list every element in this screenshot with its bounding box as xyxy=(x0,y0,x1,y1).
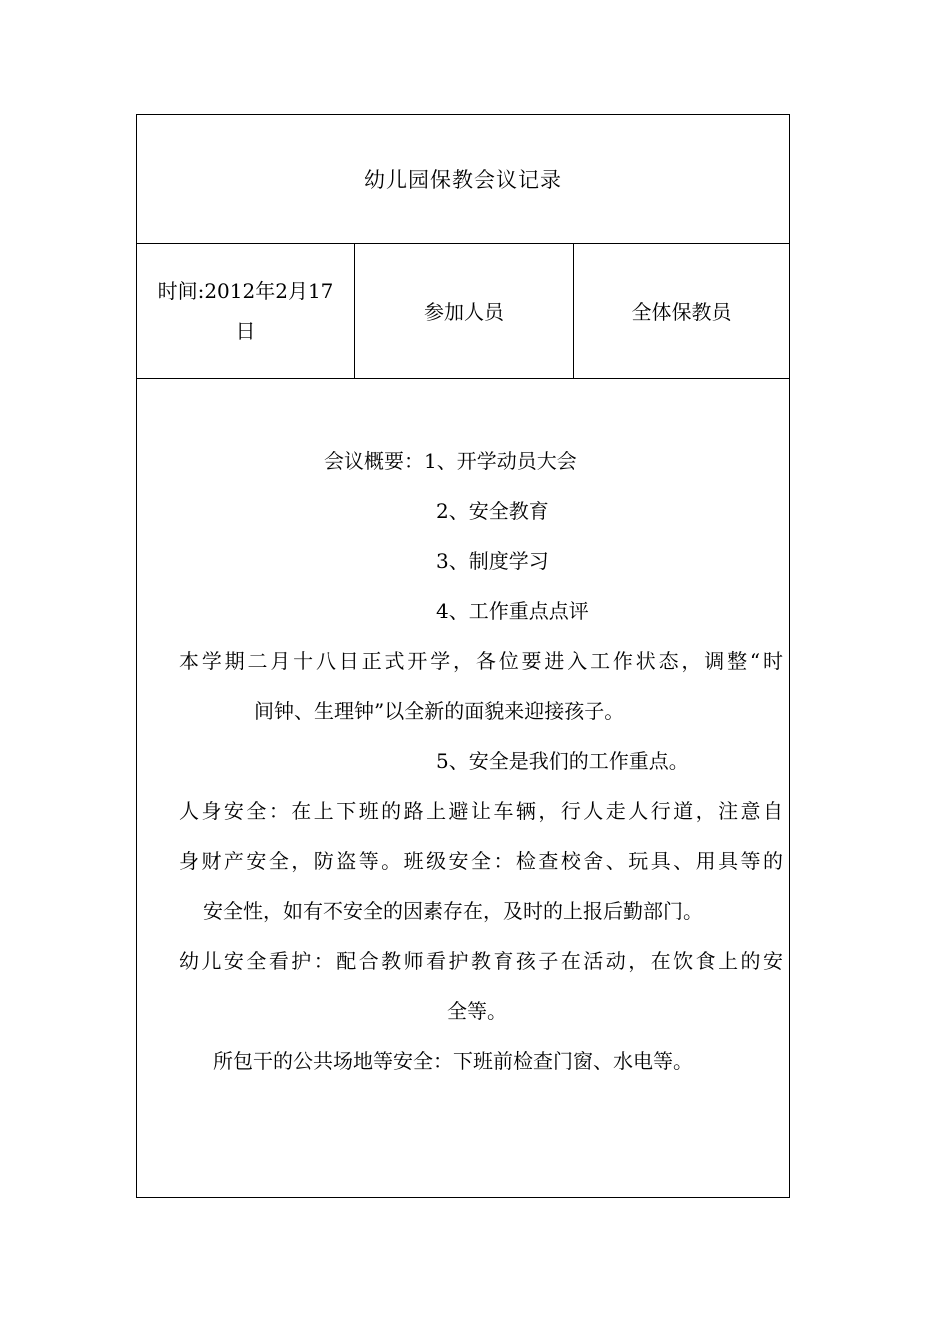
paragraph-line: 间钟、生理钟”以全新的面貌来迎接孩子。 xyxy=(254,699,625,723)
paragraph-line: 幼儿安全看护：配合教师看护教育孩子在活动，在饮食上的安 xyxy=(179,949,783,973)
participants-label-cell xyxy=(355,243,574,378)
meeting-record-table xyxy=(136,114,790,1198)
time-cell xyxy=(137,243,355,378)
record-title-row xyxy=(137,115,789,244)
agenda-item-4: 4、工作重点点评 xyxy=(436,599,589,623)
paragraph-line: 本学期二月十八日正式开学，各位要进入工作状态，调整“时 xyxy=(179,649,783,673)
participants-value-cell xyxy=(574,243,789,378)
agenda-item-5: 5、安全是我们的工作重点。 xyxy=(436,749,689,773)
time-text-line1: 时间:2012年2月17 xyxy=(157,278,334,303)
agenda-item-2: 2、安全教育 xyxy=(436,499,549,523)
paragraph-line: 人身安全：在上下班的路上避让车辆，行人走人行道，注意自 xyxy=(179,799,783,823)
record-title: 幼儿园保教会议记录 xyxy=(364,168,562,192)
summary-heading: 会议概要：1、开学动员大会 xyxy=(324,449,577,473)
participants-label: 参加人员 xyxy=(424,300,504,324)
time-text-line2: 日 xyxy=(235,318,256,343)
paragraph-line: 所包干的公共场地等安全：下班前检查门窗、水电等。 xyxy=(213,1049,693,1073)
info-row xyxy=(137,243,789,379)
paragraph-line: 安全性，如有不安全的因素存在，及时的上报后勤部门。 xyxy=(203,899,703,923)
meeting-summary xyxy=(137,379,789,1197)
participants-value: 全体保教员 xyxy=(631,300,732,324)
agenda-item-3: 3、制度学习 xyxy=(436,549,549,573)
paragraph-line: 身财产安全，防盗等。班级安全：检查校舍、玩具、用具等的 xyxy=(179,849,783,873)
paragraph-line: 全等。 xyxy=(447,999,507,1023)
